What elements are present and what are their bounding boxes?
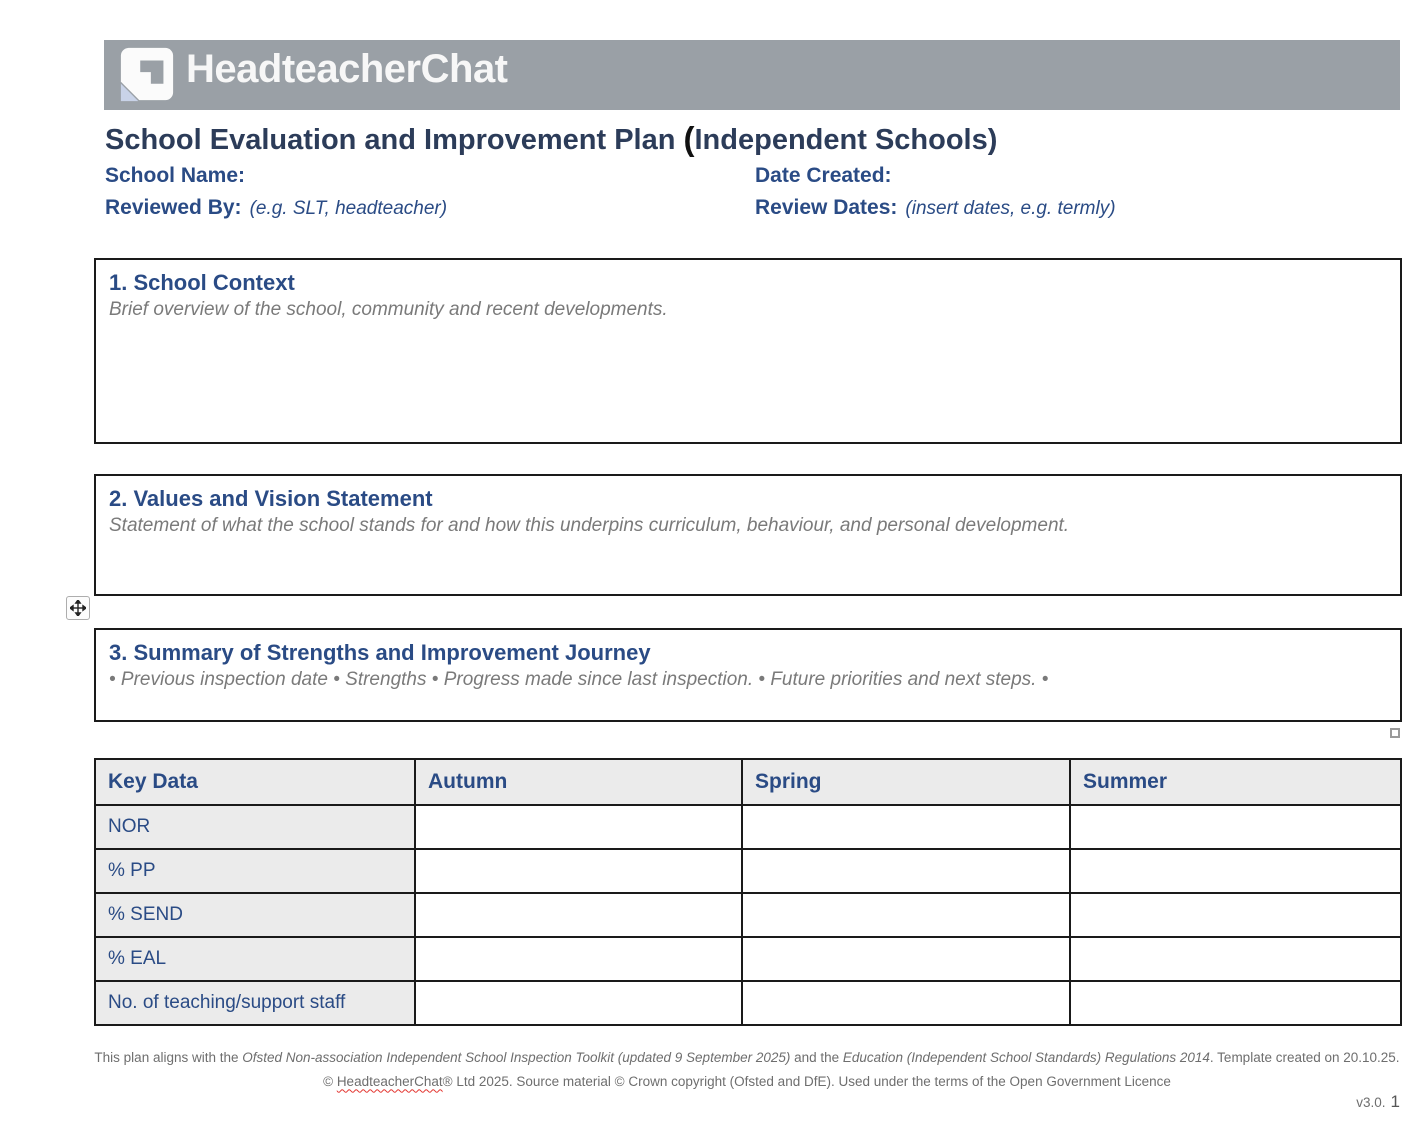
section-description: • Previous inspection date • Strengths • Progress made since last inspection. • Future priorities and next steps. •	[109, 669, 1049, 690]
row-label: No. of teaching/support staff	[95, 981, 415, 1025]
review-dates-label: Review Dates:	[755, 196, 898, 219]
banner	[104, 40, 1400, 110]
version-label: v3.0.	[1356, 1095, 1386, 1110]
cell-summer[interactable]	[1070, 981, 1401, 1025]
title-paren: (	[683, 120, 695, 157]
cell-summer[interactable]	[1070, 893, 1401, 937]
cell-spring[interactable]	[742, 937, 1070, 981]
row-label: % PP	[95, 849, 415, 893]
table-move-handle[interactable]	[66, 596, 90, 620]
meta-row-1	[105, 164, 1400, 188]
footer-text: . Template created on 20.10.25. ©	[323, 1050, 1400, 1089]
table-row-nor	[95, 805, 1401, 849]
section-title: 3. Summary of Strengths and Improvement Journey	[109, 640, 651, 665]
cell-summer[interactable]	[1070, 805, 1401, 849]
table-row-pp	[95, 849, 1401, 893]
key-data-table	[94, 758, 1402, 1026]
header-autumn: Autumn	[415, 759, 742, 805]
cell-spring[interactable]	[742, 893, 1070, 937]
row-label: % SEND	[95, 893, 415, 937]
headteacherchat-logo	[118, 46, 176, 104]
footer-italic-toolkit: Ofsted Non-association Independent School Inspection Toolkit (updated 9 September 2025)	[242, 1050, 791, 1065]
table-row-staff	[95, 981, 1401, 1025]
section-description: Statement of what the school stands for and how this underpins curriculum, behaviour, and personal development.	[109, 515, 1070, 536]
cell-autumn[interactable]	[415, 893, 742, 937]
review-dates-hint: (insert dates, e.g. termly)	[905, 198, 1116, 219]
cell-autumn[interactable]	[415, 805, 742, 849]
section-school-context[interactable]	[94, 258, 1402, 444]
footer-headteacherchat-misspelled: HeadteacherChat	[336, 1073, 443, 1089]
footer-text: This plan aligns with the	[94, 1050, 243, 1065]
date-created-label: Date Created:	[755, 164, 892, 187]
cell-autumn[interactable]	[415, 981, 742, 1025]
footer-attribution	[94, 1046, 1400, 1093]
reviewed-by-hint: (e.g. SLT, headteacher)	[249, 198, 448, 219]
row-label: % EAL	[95, 937, 415, 981]
cell-autumn[interactable]	[415, 849, 742, 893]
cell-summer[interactable]	[1070, 937, 1401, 981]
row-label: NOR	[95, 805, 415, 849]
header-spring: Spring	[742, 759, 1070, 805]
footer-italic-regulations: Education (Independent School Standards) Regulations 2014	[842, 1050, 1210, 1065]
section-values-vision[interactable]	[94, 474, 1402, 596]
section-strengths-summary[interactable]	[94, 628, 1402, 722]
banner-title: HeadteacherChat	[186, 47, 508, 91]
cell-autumn[interactable]	[415, 937, 742, 981]
section-description: Brief overview of the school, community and recent developments.	[109, 299, 668, 320]
page-number: 1	[1390, 1092, 1400, 1111]
section-title: 1. School Context	[109, 270, 295, 295]
footer-text: ® Ltd 2025. Source material © Crown copyright (Ofsted and DfE). Used under the terms of the Open Government Licence	[442, 1073, 1171, 1089]
header-summer: Summer	[1070, 759, 1401, 805]
title-tail: Independent Schools)	[694, 124, 998, 156]
cell-summer[interactable]	[1070, 849, 1401, 893]
title-main: School Evaluation and Improvement Plan	[105, 124, 684, 156]
page-title	[105, 120, 997, 158]
footer-text: and the	[790, 1050, 843, 1065]
table-row-send	[95, 893, 1401, 937]
cell-spring[interactable]	[742, 981, 1070, 1025]
move-arrows-icon	[70, 600, 86, 616]
table-header-row	[95, 759, 1401, 805]
school-name-label: School Name:	[105, 164, 246, 187]
table-row-eal	[95, 937, 1401, 981]
box-resize-handle[interactable]	[1390, 728, 1400, 738]
version-and-page	[1200, 1092, 1400, 1112]
cell-spring[interactable]	[742, 849, 1070, 893]
header-key-data: Key Data	[95, 759, 415, 805]
cell-spring[interactable]	[742, 805, 1070, 849]
reviewed-by-label: Reviewed By:	[105, 196, 242, 219]
section-title: 2. Values and Vision Statement	[109, 486, 433, 511]
meta-row-2	[105, 196, 1400, 220]
